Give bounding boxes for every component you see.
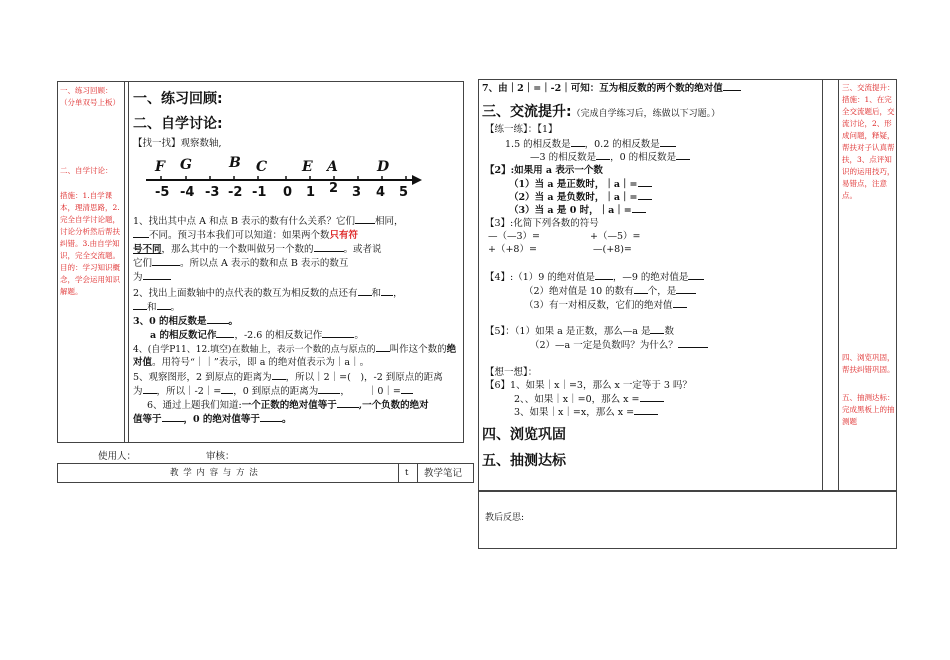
q6-text-d: 值等于: [133, 414, 162, 425]
reflection-label: 教后反思:: [485, 513, 525, 523]
q3-text-b: a 的相反数记作: [150, 330, 217, 341]
p2-text-2: （2）当 a 是负数时，｜a｜=: [509, 192, 638, 203]
p5-line1: [485, 324, 674, 338]
q4-text-d: 。用符号“｜｜”表示，即 a 的绝对值表示为｜a｜。: [152, 357, 370, 368]
side-note-3: 三、交流提升：措施：1、在完全交流题后，交流讨论，2、形成问题，释疑，帮扶对子认真帮扶，3、点评知识的运用技巧，易错点，注意点。: [842, 83, 895, 200]
blank: [632, 203, 646, 213]
q4-line1: [133, 342, 456, 357]
q1-line2: [133, 228, 358, 242]
q6-text-e: ，0 的绝对值等于: [183, 414, 260, 425]
side-note-measures: 措施：1.自学课本，理清思路，2.完全自学讨论题，讨论分析然后帮扶纠错。3.由自学知识，完全交流题。目的：学习知识概念，学会运用知识解题。: [60, 191, 120, 296]
q2-text-a: 2、找出上面数轴中的点代表的数互为相反数的点还有: [133, 288, 358, 299]
label-C: C: [256, 159, 268, 175]
blank: [571, 137, 585, 147]
p4-text-a: 【4】:（1）9 的绝对值是: [485, 272, 595, 283]
q6-line1: [133, 398, 429, 412]
num-3: 3: [352, 185, 362, 200]
p1-title: 【练一练】：【1】: [485, 124, 558, 135]
p2-title: 【2】:如果用 a 表示一个数: [485, 165, 603, 176]
q3-line1: 3、0 的相反数是 。: [133, 316, 239, 327]
q2-text-b: 和: [371, 288, 382, 299]
side-note-4: 四、浏览巩固，帮扶纠错巩固。: [842, 353, 895, 374]
p2-text-3: （3）当 a 是 0 时，｜a｜=: [509, 205, 632, 216]
q1-line5: [133, 270, 171, 284]
blank: [152, 256, 180, 266]
q1-text-e: ，那么其中的一个数叫做另一个数的: [161, 244, 314, 255]
label-A: A: [327, 159, 338, 175]
p6-line1: 【6】1、如果｜x｜=3，那么 x 一定等于 3 吗？: [485, 380, 692, 391]
p2-line3: [509, 203, 646, 217]
q3-text: 3、0 的相反数是: [133, 316, 207, 327]
q5-text-d: ，所以｜-2｜=: [156, 386, 222, 397]
section-3-note: （完成自学练习后，练做以下习题。）: [571, 109, 721, 119]
footer-t: t: [405, 468, 409, 478]
blank: [676, 150, 690, 160]
footer-table-title: 教 学 内 容 与 方 法: [170, 468, 259, 478]
p4-text-b: ，—9 的绝对值是: [612, 272, 689, 283]
q5-line2: [133, 384, 413, 398]
footer-review: 审核：: [206, 451, 235, 462]
p6-text-b: 2、、如果｜x｜=0，那么 x =: [514, 394, 640, 405]
p3-a: —（—3）=: [488, 231, 541, 242]
side-note-1: 一、练习回顾：（分单双号上板）: [60, 86, 120, 107]
blank: [660, 137, 676, 147]
blank: [640, 392, 664, 402]
q5-text-f: ，: [340, 386, 350, 397]
blank: [595, 270, 613, 280]
p2-line2: [509, 190, 652, 204]
blank: [133, 300, 147, 310]
footer-divider-1: [398, 463, 399, 483]
q1-text-i: 为: [133, 272, 143, 283]
p5-text-c: （2）—a 一定是负数吗？为什么？: [530, 340, 678, 351]
q1-text-c: 不同。预习书本我们可以知道：如果两个数: [149, 230, 330, 241]
p4-text-c: （2）绝对值是 10 的数有: [524, 286, 634, 297]
num-0: 0: [283, 185, 293, 200]
section-2-heading: 二、自学讨论:: [133, 116, 223, 132]
p1-line2: [530, 150, 690, 164]
num-4: 4: [376, 185, 386, 200]
section-4-heading: 四、浏览巩固: [482, 427, 566, 443]
p2-line1: [509, 177, 652, 191]
q4-line2: [133, 356, 369, 369]
q1-line1: [133, 214, 403, 228]
q3-text-c: ，-2.6 的相反数记作: [234, 330, 323, 341]
blank: [723, 81, 741, 91]
find-heading: 【找一找】观察数轴,: [133, 138, 222, 149]
blank: [157, 300, 171, 310]
blank: [673, 298, 687, 308]
blank: [216, 328, 234, 338]
p4-text-d: 个，是: [647, 286, 677, 297]
p1-text-a: 1.5 的相反数是: [505, 139, 571, 150]
num-neg3: -3: [205, 185, 220, 200]
blank: [401, 384, 413, 394]
q6-text-c: ,一个负数的绝对: [358, 400, 429, 411]
q1-line3: [133, 242, 382, 256]
section-1-heading: 一、练习回顾:: [133, 91, 223, 107]
label-G: G: [180, 157, 192, 173]
p4-line1: [485, 270, 704, 284]
section-3-row: [482, 101, 720, 121]
label-E: E: [302, 159, 313, 175]
q5-text-b: ，所以｜2｜=( )，-2 到原点的距离: [285, 372, 443, 383]
p5-text-b: 数: [664, 326, 674, 337]
q1-line4: [133, 256, 348, 270]
num-neg5: -5: [155, 185, 170, 200]
footer-divider-2: [417, 463, 418, 483]
blank: [322, 328, 354, 338]
q2-line2: 和 。: [133, 300, 180, 314]
label-D: D: [377, 159, 390, 175]
p1-line1: [505, 137, 676, 151]
blank: [596, 150, 610, 160]
think-title: 【想一想】：: [485, 367, 538, 378]
q5-line1: [133, 370, 443, 384]
section-3-heading: 三、交流提升:: [482, 104, 572, 120]
num-5: 5: [399, 185, 409, 200]
q5-text-g: ｜0｜=: [367, 386, 401, 397]
p6-line2: [514, 392, 664, 406]
q4-text-b: 叫作这个数的: [389, 344, 447, 355]
q1-text-a: 1、找出其中点 A 和点 B 表示的数有什么关系？它们: [133, 216, 355, 227]
footer-user: 使用人：: [98, 451, 137, 462]
right-column-divider: [822, 79, 823, 491]
q6-text-b: 一个正数的绝对值等于: [241, 400, 337, 411]
q1-text-d: 号不同: [133, 244, 162, 255]
blank: [318, 384, 340, 394]
left-column-divider-2: [128, 81, 129, 443]
footer-notes: 教学笔记: [424, 468, 463, 479]
num-neg1: -1: [252, 185, 267, 200]
q7-text-a: 7、由｜2｜=｜-2｜可知：: [482, 83, 600, 94]
blank: [376, 342, 390, 352]
q3-line2: a 的相反数记作 ，-2.6 的相反数记作 。: [150, 330, 364, 341]
blank: [634, 405, 658, 415]
q2-line1: 2、找出上面数轴中的点代表的数互为相反数的点还有 和 ，: [133, 288, 403, 299]
section-5-heading: 五、抽测达标: [482, 453, 566, 469]
blank: [221, 384, 233, 394]
side-note-2: 二、自学讨论：: [60, 166, 113, 175]
blank: [638, 190, 652, 200]
p3-d: —(+8)=: [593, 244, 632, 255]
num-neg4: -4: [180, 185, 195, 200]
blank: [381, 286, 393, 296]
side-note-5: 五、抽测达标：完成黑板上的抽测题: [842, 393, 895, 426]
reflection-box: [478, 491, 897, 549]
p4-line2: [524, 284, 696, 298]
p5-line2: [530, 338, 708, 352]
q7-text-b: 互为相反数的两个数的绝对值: [599, 83, 723, 94]
p1-text-c: —3 的相反数是: [530, 152, 597, 163]
blank: [272, 370, 286, 380]
blank: [638, 177, 652, 187]
q1-text-h: 。所以点 A 表示的数和点 B 表示的数互: [180, 258, 349, 269]
num-neg2: -2: [228, 185, 243, 200]
q1-red-text: 只有符: [329, 230, 359, 241]
blank: [314, 242, 344, 252]
label-F: F: [155, 159, 165, 175]
q6-text-a: 6、通过上题我们知道:: [147, 400, 242, 411]
blank: [162, 412, 184, 422]
blank: [207, 314, 229, 324]
q5-text-a: 5、观察图形，2 到原点的距离为: [133, 372, 272, 383]
right-column-divider-2: [838, 79, 839, 491]
p4-text-e: （3）有一对相反数，它们的绝对值: [524, 300, 673, 311]
blank: [337, 398, 359, 408]
q1-text-f: 。或者说: [343, 244, 382, 255]
p3-c: +（+8）=: [488, 244, 537, 255]
p3-b: +（—5）=: [590, 231, 641, 242]
q7-line: [482, 81, 741, 95]
p2-text-1: （1）当 a 是正数时，｜a｜=: [509, 179, 638, 190]
blank: [676, 284, 696, 294]
left-column-divider: [124, 81, 125, 443]
p4-line3: [524, 298, 687, 312]
blank: [678, 338, 708, 348]
p1-text-b: ，0.2 的相反数是: [584, 139, 660, 150]
q5-text-e: ，0 到原点的距离为: [233, 386, 319, 397]
num-1: 1: [306, 185, 316, 200]
p1-text-d: ，0 的相反数是: [610, 152, 677, 163]
q4-text-c: 对值: [133, 357, 153, 368]
p6-text-c: 3、如果｜x｜=x，那么 x =: [514, 407, 635, 418]
q2-text-c: 和: [147, 302, 157, 313]
num-2: 2: [329, 181, 339, 196]
p6-line3: [514, 405, 658, 419]
footer-table: [57, 463, 474, 483]
label-B: B: [229, 155, 241, 171]
q6-line2: 值等于 ，0 的绝对值等于 。: [133, 414, 292, 425]
blank: [358, 286, 372, 296]
blank: [634, 284, 648, 294]
q4-bold: 绝: [446, 344, 457, 355]
blank: [260, 412, 282, 422]
q5-text-c: 为: [133, 386, 143, 397]
blank: [355, 214, 375, 224]
p3-title: 【3】:化简下列各数的符号: [485, 218, 599, 229]
p5-text-a: 【5】：（1）如果 a 是正数，那么—a 是: [485, 326, 651, 337]
q4-text-a: 4、(自学P11、12.填空)在数轴上，表示一个数的点与原点的: [133, 345, 376, 355]
blank: [650, 324, 664, 334]
q1-text-b: 相同，: [374, 216, 404, 227]
blank: [133, 228, 149, 238]
blank: [143, 384, 157, 394]
blank: [688, 270, 704, 280]
blank: [143, 270, 171, 280]
q1-text-g: 它们: [133, 258, 153, 269]
